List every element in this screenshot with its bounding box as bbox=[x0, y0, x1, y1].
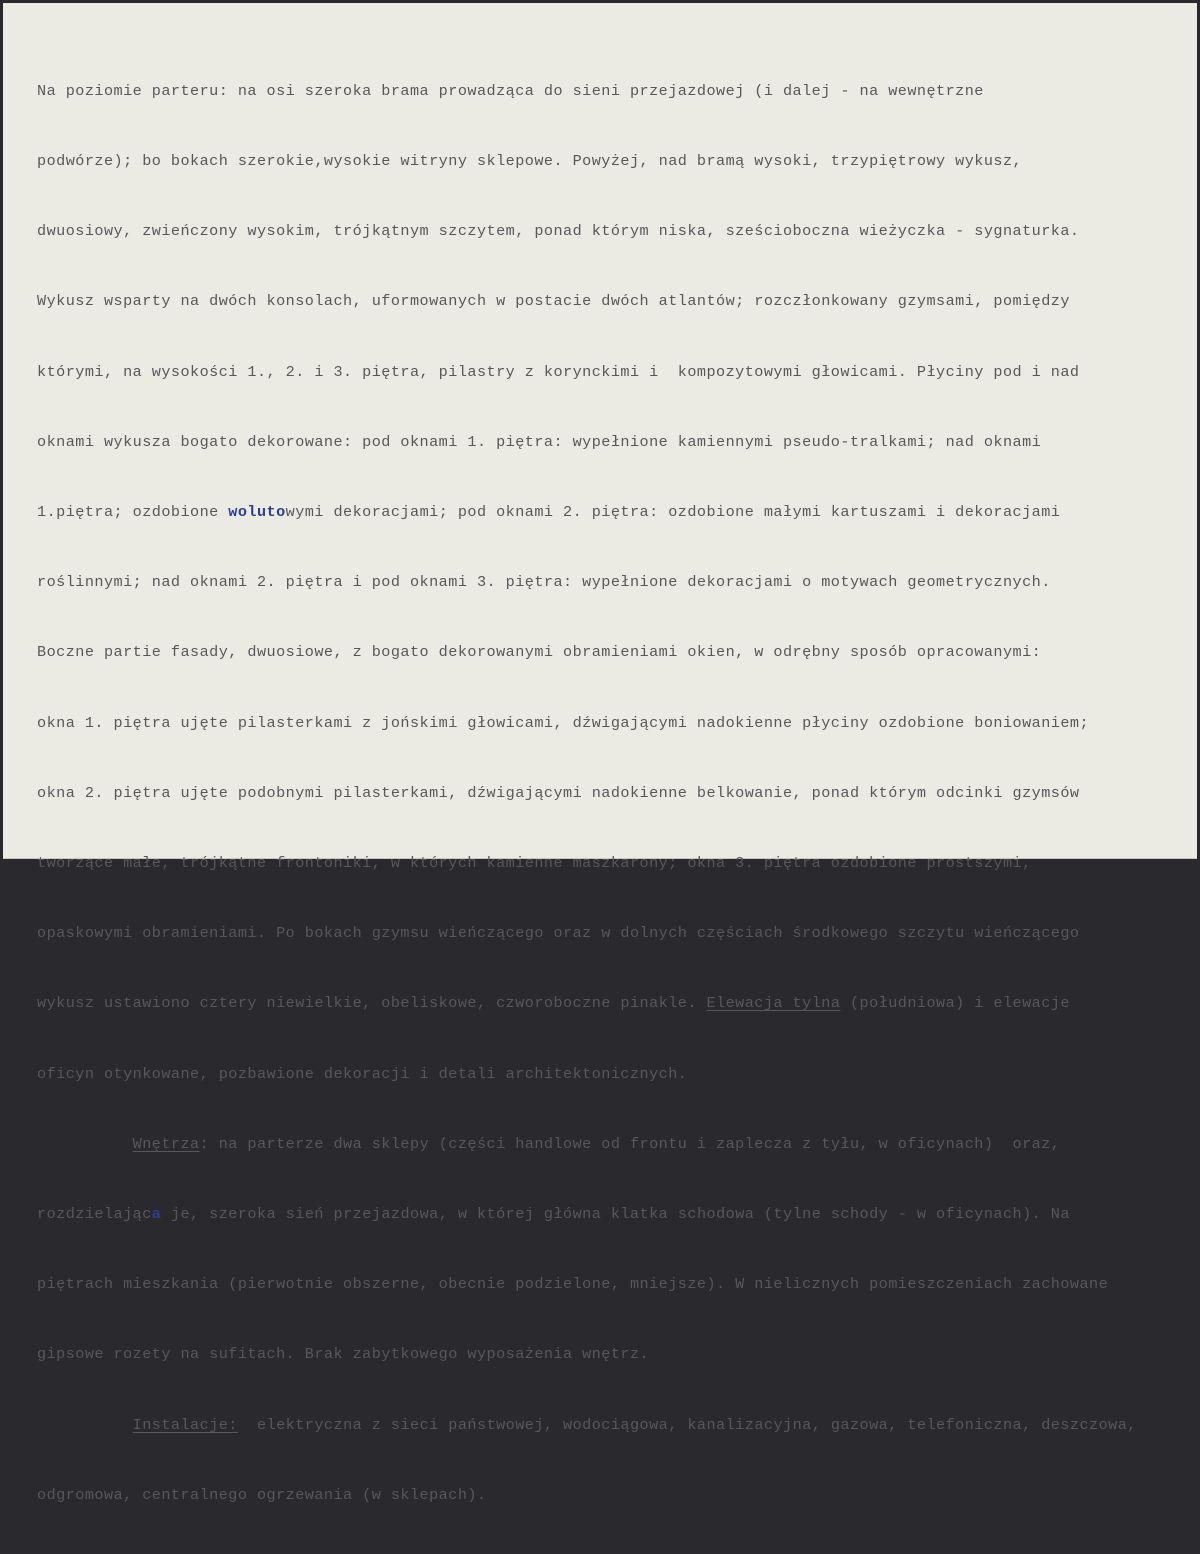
text-line: oficyn otynkowane, pozbawione dekoracji i detali architektonicznych. bbox=[37, 1064, 688, 1083]
text-line: opaskowymi obramieniami. Po bokach gzymsu wieńczącego oraz w dolnych częściach środkowego szczytu wieńczącego bbox=[37, 924, 1080, 943]
section-heading-instalacje: Instalacje: bbox=[132, 1415, 238, 1434]
text-fragment: elektryczna z sieci państwowej, wodociągowa, kanalizacyjna, gazowa, telefoniczna, deszczowa, bbox=[237, 1415, 1137, 1434]
text-fragment: je, szeroka sień przejazdowa, w której główna klatka schodowa (tylne schody - w oficynach). Na bbox=[161, 1205, 1070, 1224]
text-line bbox=[37, 1203, 1187, 1226]
indent bbox=[37, 1416, 133, 1434]
text-line: Boczne partie fasady, dwuosiowe, z bogato dekorowanymi obramieniami okien, w odrębny sposób opracowanymi: bbox=[37, 643, 1042, 662]
text-line bbox=[37, 992, 1187, 1015]
indent bbox=[37, 1135, 133, 1153]
text-line: Na poziomie parteru: na osi szeroka brama prowadząca do sieni przejazdowej (i dalej - na wewnętrzne bbox=[37, 81, 984, 100]
text-fragment: wymi dekoracjami; pod oknami 2. piętra: ozdobione małymi kartuszami i dekoracjami bbox=[285, 503, 1061, 522]
text-line: roślinnymi; nad oknami 2. piętra i pod oknami 3. piętra: wypełnione dekoracjami o motywach geometrycznych. bbox=[37, 573, 1051, 592]
text-line: odgromowa, centralnego ogrzewania (w sklepach). bbox=[37, 1485, 487, 1504]
text-fragment: rozdzielając bbox=[37, 1205, 152, 1224]
text-line: okna 1. piętra ujęte pilasterkami z jońskimi głowicami, dźwigającymi nadokienne płyciny ozdobione boniowaniem; bbox=[37, 713, 1090, 732]
section-heading-elewacja-tylna: Elewacja tylna bbox=[706, 994, 841, 1013]
handwritten-correction: a bbox=[151, 1205, 162, 1224]
document-body bbox=[37, 33, 1187, 1554]
text-fragment: : na parterze dwa sklepy (części handlowe od frontu i zaplecza z tyłu, w oficynach) oraz, bbox=[199, 1134, 1061, 1153]
text-line: którymi, na wysokości 1., 2. i 3. piętra, pilastry z korynckimi i kompozytowymi głowicami. Płyciny pod i nad bbox=[37, 362, 1080, 381]
text-line bbox=[37, 501, 1187, 524]
text-fragment: 1.piętra; ozdobione bbox=[37, 503, 229, 522]
text-line: dwuosiowy, zwieńczony wysokim, trójkątnym szczytem, ponad którym niska, sześcioboczna wieżyczka - sygnaturka. bbox=[37, 222, 1080, 241]
text-line bbox=[37, 1133, 1187, 1156]
text-line bbox=[37, 1414, 1187, 1437]
text-line: piętrach mieszkania (pierwotnie obszerne, obecnie podzielone, mniejsze). W nielicznych pomieszczeniach zachowane bbox=[37, 1275, 1109, 1294]
text-line: okna 2. piętra ujęte podobnymi pilasterkami, dźwigającymi nadokienne belkowanie, ponad którym odcinki gzymsów bbox=[37, 783, 1080, 802]
section-heading-wnetrza: Wnętrza bbox=[132, 1134, 200, 1153]
handwritten-correction: woluto bbox=[228, 503, 286, 522]
text-fragment: (południowa) i elewacje bbox=[840, 994, 1070, 1013]
typewritten-page bbox=[3, 3, 1197, 1504]
text-line: gipsowe rozety na sufitach. Brak zabytkowego wyposażenia wnętrz. bbox=[37, 1345, 650, 1364]
text-fragment: wykusz ustawiono cztery niewielkie, obeliskowe, czworoboczne pinakle. bbox=[37, 994, 707, 1013]
text-line: tworzące małe, trójkątne frontoniki, w których kamienne maszkarony; okna 3. piętra ozdobione prostszymi, bbox=[37, 854, 1032, 873]
text-line: Wykusz wsparty na dwóch konsolach, uformowanych w postacie dwóch atlantów; rozczłonkowany gzymsami, pomiędzy bbox=[37, 292, 1070, 311]
text-line: oknami wykusza bogato dekorowane: pod oknami 1. piętra: wypełnione kamiennymi pseudo-tralkami; nad oknami bbox=[37, 432, 1042, 451]
text-line: podwórze); bo bokach szerokie,wysokie witryny sklepowe. Powyżej, nad bramą wysoki, trzypiętrowy wykusz, bbox=[37, 152, 1023, 171]
